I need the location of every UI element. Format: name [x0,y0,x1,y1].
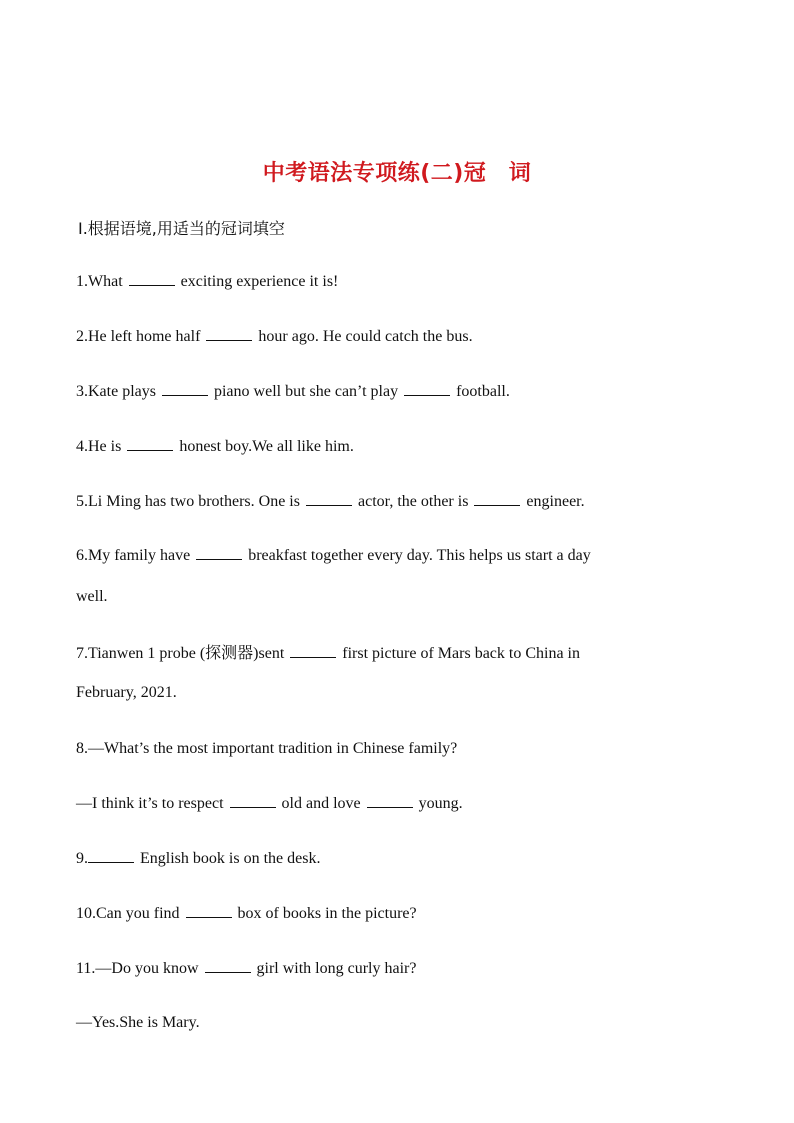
question-text: football. [456,383,510,400]
page-title: 中考语法专项练(二)冠 词 [262,161,532,186]
question-text: English book is on the desk. [140,850,321,867]
question-text: breakfast together every day. This helps us start a day [248,547,591,564]
answer-blank[interactable] [88,848,134,863]
question-text: —I think it’s to respect [76,795,224,812]
question-4 [76,436,354,457]
answer-blank[interactable] [206,326,252,341]
question-1 [76,271,338,292]
question-5 [76,491,585,512]
question-text: 8.—What’s the most important tradition in Chinese family? [76,740,458,757]
question-8-response [76,793,463,814]
question-text: engineer. [526,493,585,510]
question-8 [76,739,457,759]
answer-blank[interactable] [186,903,232,918]
question-6-continued [76,587,108,607]
question-text: first picture of Mars back to China in [342,645,580,662]
question-7 [76,643,580,664]
question-text: actor, the other is [357,493,469,510]
question-text: box of books in the picture? [237,905,417,922]
question-text: February, 2021. [76,684,177,701]
answer-blank[interactable] [205,958,251,973]
answer-blank[interactable] [404,381,450,396]
question-2 [76,326,473,347]
question-9 [76,848,320,869]
question-text: exciting experience it is! [180,273,339,290]
question-text: 2.He left home half [76,328,201,345]
question-text: 11.—Do you know [76,960,199,977]
question-7-continued [76,683,177,703]
question-text: young. [418,795,463,812]
question-text: 6.My family have [76,547,191,564]
question-text: 9. [76,850,88,867]
question-text: 5.Li Ming has two brothers. One is [76,493,300,510]
question-text: —Yes.She is Mary. [76,1014,200,1031]
question-text: 10.Can you find [76,905,180,922]
question-11 [76,958,416,979]
question-3 [76,381,510,402]
question-text: piano well but she can’t play [213,383,399,400]
section-heading: Ⅰ.根据语境,用适当的冠词填空 [78,219,285,238]
question-text: hour ago. He could catch the bus. [258,328,473,345]
question-text: girl with long curly hair? [256,960,417,977]
question-text: honest boy.We all like him. [179,438,354,455]
answer-blank[interactable] [474,491,520,506]
question-text: old and love [281,795,361,812]
question-text: 1.What [76,273,123,290]
answer-blank[interactable] [230,793,276,808]
question-text: well. [76,588,108,605]
answer-blank[interactable] [306,491,352,506]
question-text: 3.Kate plays [76,383,156,400]
answer-blank[interactable] [196,545,242,560]
answer-blank[interactable] [162,381,208,396]
question-text: 4.He is [76,438,122,455]
answer-blank[interactable] [367,793,413,808]
answer-blank[interactable] [290,643,336,658]
question-6 [76,545,591,566]
question-text: 7.Tianwen 1 probe (探测器)sent [76,645,285,662]
answer-blank[interactable] [127,436,173,451]
question-11-response [76,1013,200,1033]
answer-blank[interactable] [129,271,175,286]
question-10 [76,903,417,924]
